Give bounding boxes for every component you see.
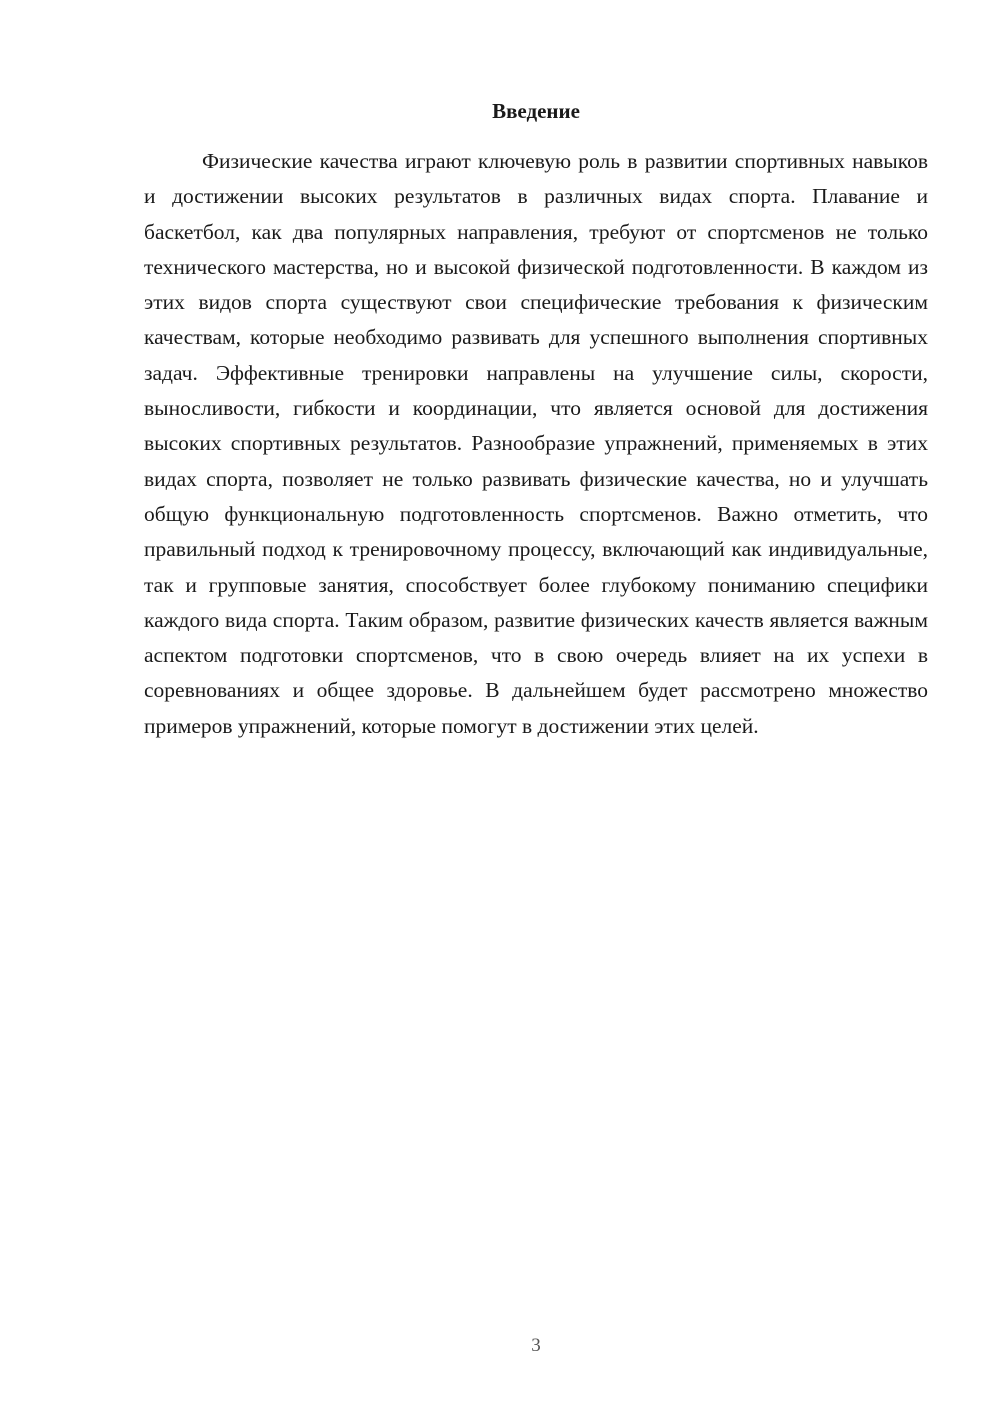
page-number: 3: [531, 1335, 541, 1356]
section-heading: Введение: [492, 99, 580, 123]
intro-paragraph: Физические качества играют ключевую роль в развитии спортивных навыков и достижении высоких результатов в различных видах спорта. Плавание и баскетбол, как два популярных направления, требуют от спортсменов не только технического мастерства, но и высокой физической подготовленности. В каждом из этих видов спорта существуют свои специфические требования к физическим качествам, которые необходимо развивать для успешного выполнения спортивных задач. Эффективные тренировки направлены на улучшение силы, скорости, выносливости, гибкости и координации, что является основой для достижения высоких спортивных результатов. Разнообразие упражнений, применяемых в этих видах спорта, позволяет не только развивать физические качества, но и улучшать общую функциональную подготовленность спортсменов. Важно отметить, что правильный подход к тренировочному процессу, включающий как индивидуальные, так и групповые занятия, способствует более глубокому пониманию специфики каждого вида спорта. Таким образом, развитие физических качеств является важным аспектом подготовки спортсменов, что в свою очередь влияет на их успехи в соревнованиях и общее здоровье. В дальнейшем будет рассмотрено множество примеров упражнений, которые помогут в достижении этих целей.: [144, 149, 928, 738]
